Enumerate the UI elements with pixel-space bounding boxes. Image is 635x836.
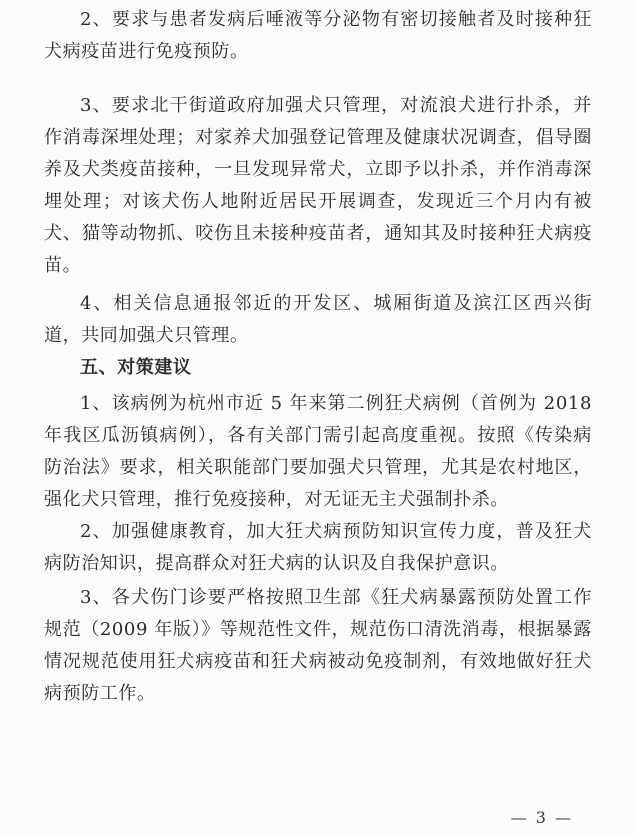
page-number: — 3 — — [510, 808, 573, 827]
recommendation-2: 2、加强健康教育，加大狂犬病预防知识宣传力度，普及狂犬病防治知识，提高群众对狂犬病的认识及自我保护意识。 — [44, 521, 592, 574]
paragraph-item-4: 4、相关信息通报邻近的开发区、城厢街道及滨江区西兴街道，共同加强犬只管理。 — [44, 293, 592, 346]
paragraph-item-2: 2、要求与患者发病后唾液等分泌物有密切接触者及时接种狂犬病疫苗进行免疫预防。 — [44, 9, 592, 62]
paragraph-item-3: 3、要求北干街道政府加强犬只管理，对流浪犬进行扑杀，并作消毒深埋处理；对家养犬加强登记管理及健康状况调查，倡导圈养及犬类疫苗接种，一旦发现异常犬，立即予以扑杀，并作消毒深埋处理；对该犬伤人地附近居民开展调查，发现近三个月内有被犬、猫等动物抓、咬伤且未接种疫苗者，通知其及时接种狂犬病疫苗。 — [44, 95, 592, 276]
recommendation-1: 1、该病例为杭州市近 5 年来第二例狂犬病例（首例为 2018 年我区瓜沥镇病例），各有关部门需引起高度重视。按照《传染病防治法》要求，相关职能部门要加强犬只管理，尤其是农村地区，强化犬只管理，推行免疫接种，对无证无主犬强制扑杀。 — [44, 393, 592, 510]
section-heading-5: 五、对策建议 — [80, 357, 192, 378]
recommendation-3: 3、各犬伤门诊要严格按照卫生部《狂犬病暴露预防处置工作规范（2009 年版）》等规范性文件，规范伤口清洗消毒，根据暴露情况规范使用狂犬病疫苗和狂犬病被动免疫制剂，有效地做好狂犬病预防工作。 — [44, 587, 592, 704]
